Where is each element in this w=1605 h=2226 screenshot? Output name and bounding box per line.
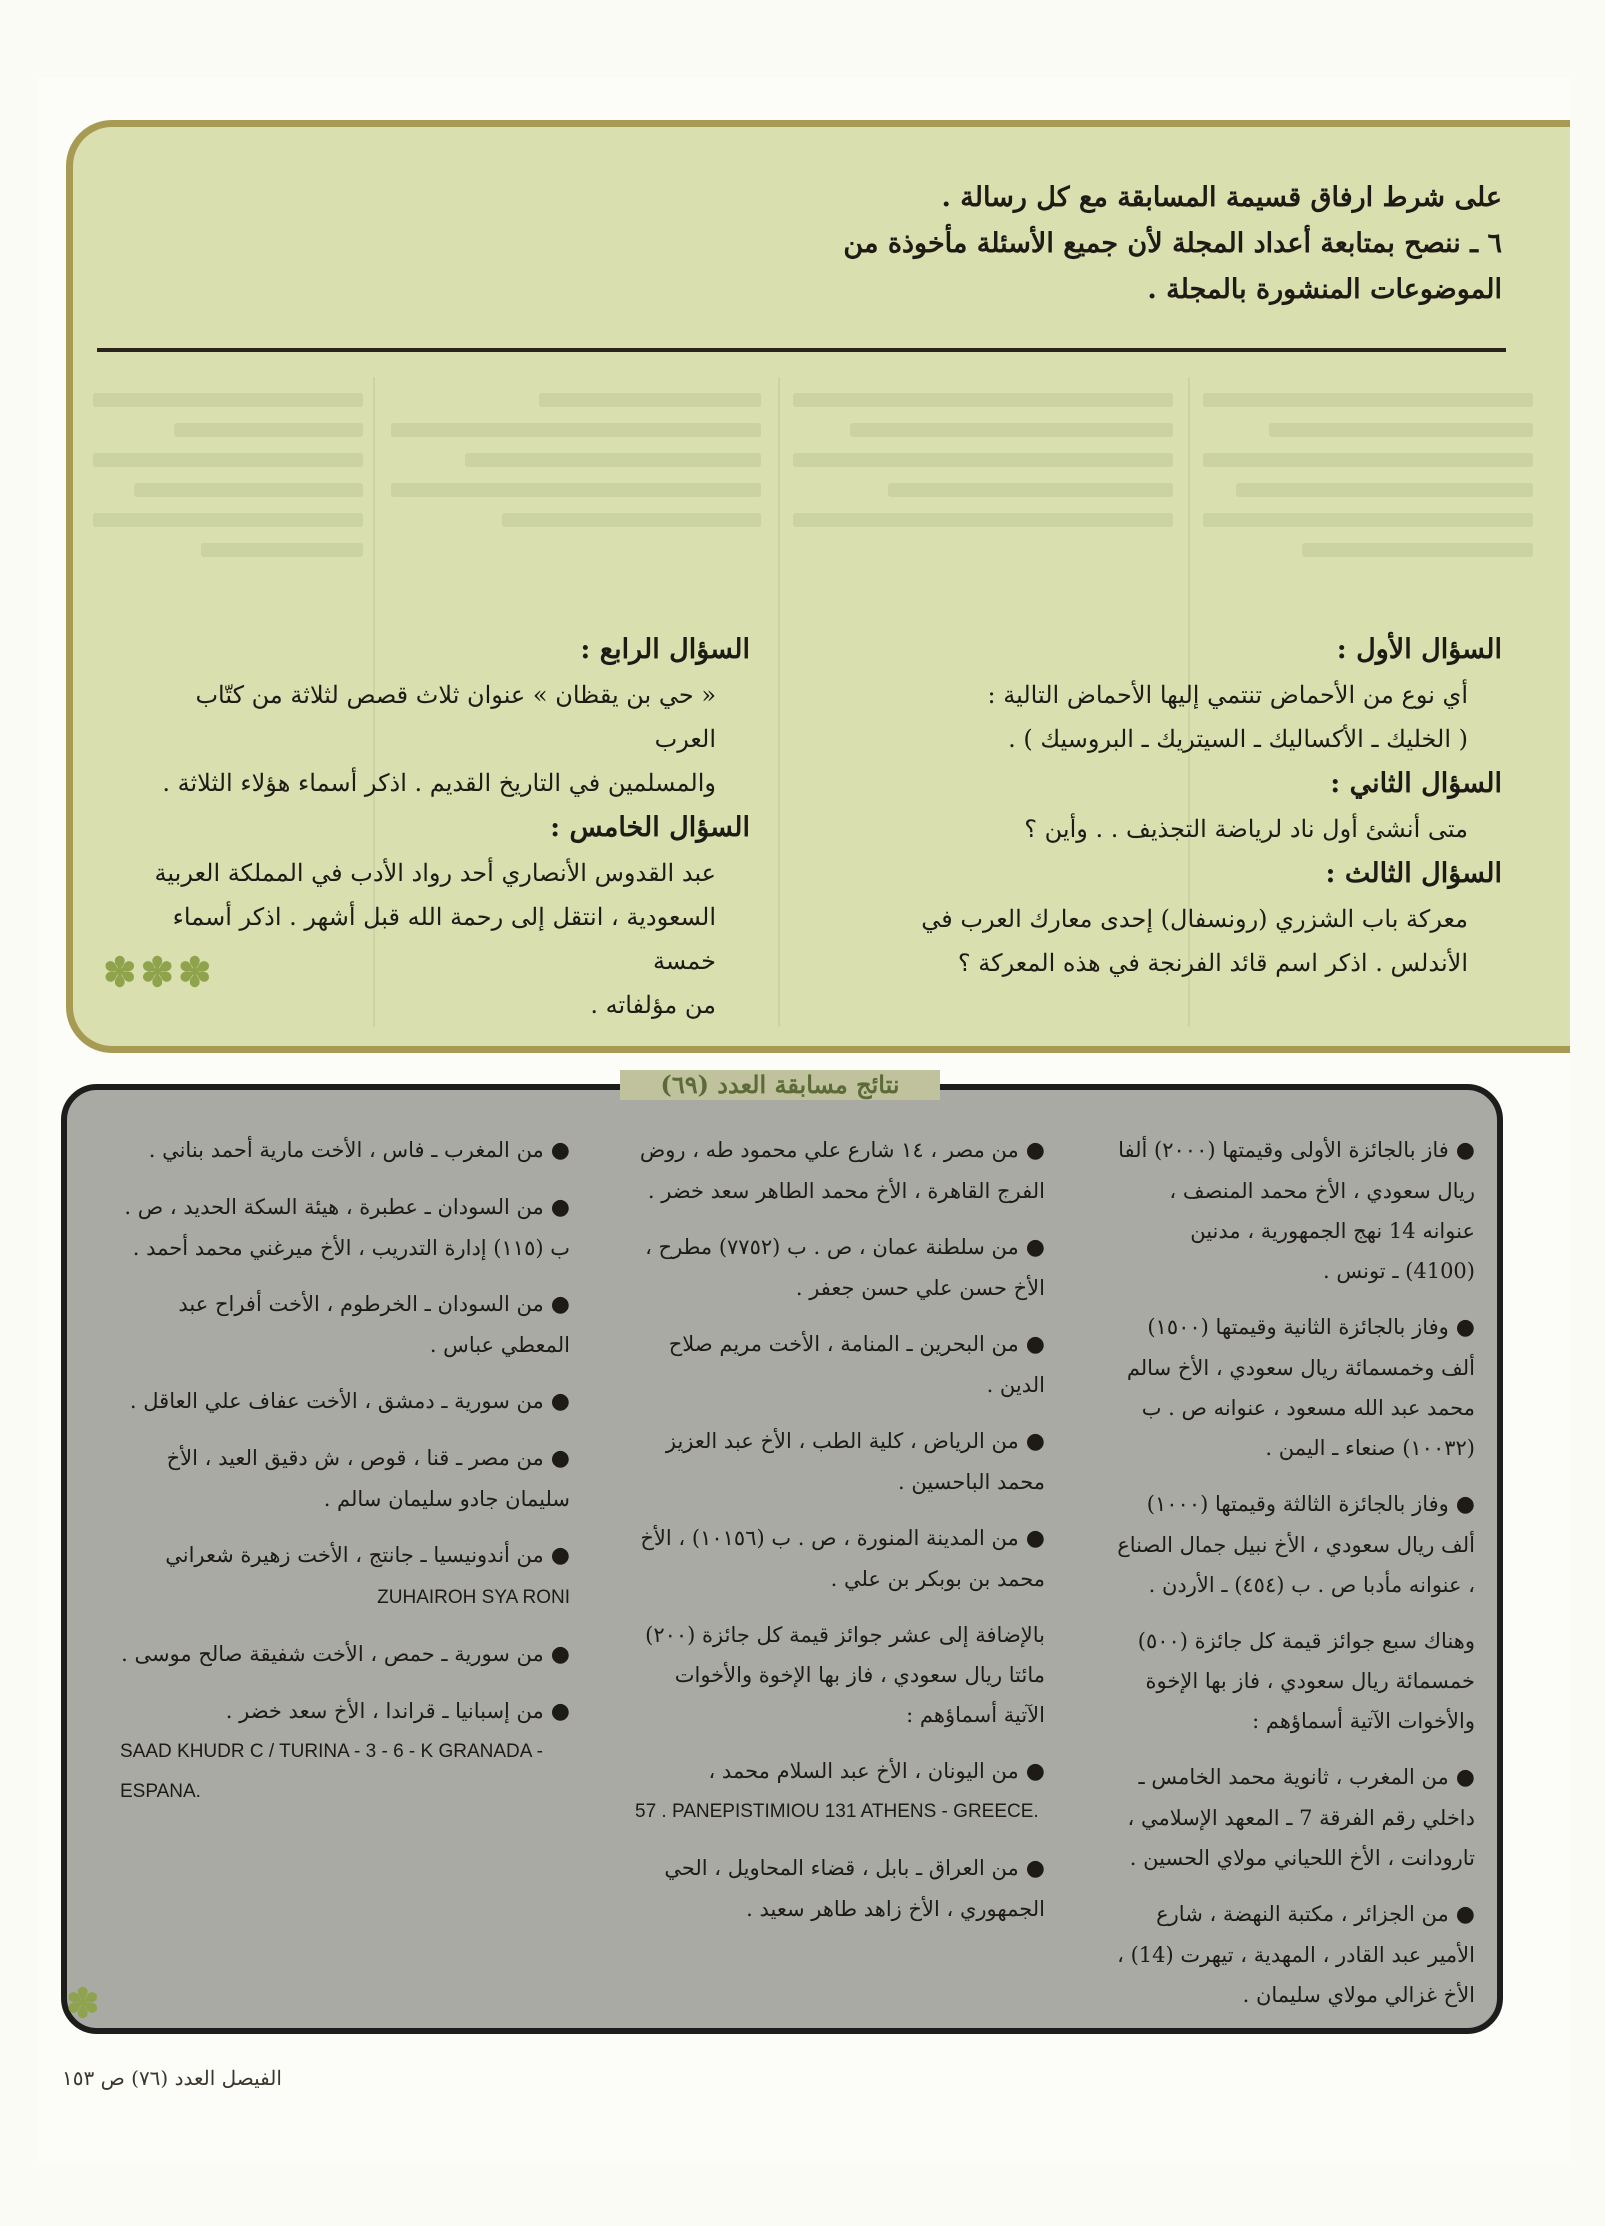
result-item: ● من مصر ـ قنا ، قوص ، ش دقيق العيد ، الأخ سليمان جادو سليمان سالم . <box>166 1446 570 1511</box>
result-item: ● فاز بالجائزة الأولى وقيمتها (٢٠٠٠) ألفا ريال سعودي ، الأخ محمد المنصف ، عنوانه 14 نهج الجمهورية ، مدنين (4100) ـ تونس . <box>1118 1138 1475 1283</box>
question-3-line: الأندلس . اذكر اسم قائد الفرنجة في هذه المعركة ؟ <box>957 949 1468 977</box>
result-item: ● من إسبانيا ـ قراندا ، الأخ سعد خضر . SAAD KHUDR C / TURINA - 3 - 6 - K GRANADA - ESPANA. <box>120 1691 570 1812</box>
rule-line: ٦ ـ ننصح بمتابعة أعداد المجلة لأن جميع الأسئلة مأخوذة من <box>843 228 1502 259</box>
result-item: ● من الجزائر ، مكتبة النهضة ، شارع الأمير عبد القادر ، المهدية ، تيهرت (14) ، الأخ غزالي مولاي سليمان . <box>1117 1902 1475 2007</box>
question-5-line: عبد القدوس الأنصاري أحد رواد الأدب في المملكة العربية <box>154 859 716 887</box>
question-5-line: من مؤلفاته . <box>590 991 716 1019</box>
result-item: وهناك سبع جوائز قيمة كل جائزة (٥٠٠) خمسمائة ريال سعودي ، فاز بها الإخوة والأخوات الآتية أسماؤهم : <box>1137 1629 1475 1733</box>
result-item: ● من السودان ـ الخرطوم ، الأخت أفراح عبد المعطي عباس . <box>178 1292 570 1357</box>
result-item: ● من سورية ـ حمص ، الأخت شفيقة صالح موسى . <box>121 1642 570 1667</box>
result-item: ● من أندونيسيا ـ جانتج ، الأخت زهيرة شعراني ZUHAIROH SYA RONI <box>165 1543 570 1608</box>
question-5-line: السعودية ، انتقل إلى رحمة الله قبل أشهر . اذكر أسماء خمسة <box>172 903 716 975</box>
ghost-column-separator <box>778 377 780 1027</box>
result-item: ● من سلطنة عمان ، ص . ب (٧٧٥٢) مطرح ، الأخ حسن علي حسن جعفر . <box>645 1235 1045 1300</box>
questions-column-left <box>150 627 750 1027</box>
result-item: ● من مصر ، ١٤ شارع علي محمود طه ، روض الفرج القاهرة ، الأخ محمد الطاهر سعد خضر . <box>639 1138 1045 1203</box>
question-1-line: أي نوع من الأحماض تنتمي إليها الأحماض التالية : <box>987 681 1468 709</box>
questions-panel <box>66 120 1570 1053</box>
result-item: ● من المدينة المنورة ، ص . ب (١٠١٥٦) ، الأخ محمد بن بوبكر بن علي . <box>640 1526 1045 1591</box>
question-4-line: « حي بن يقظان » عنوان ثلاث قصص لثلاثة من كتّاب العرب <box>195 681 716 753</box>
result-item: ● من البحرين ـ المنامة ، الأخت مريم صلاح الدين . <box>668 1332 1045 1397</box>
decorative-stars: ✽✽✽ <box>103 949 216 996</box>
result-item: ● من العراق ـ بابل ، قضاء المحاويل ، الحي الجمهوري ، الأخ زاهد طاهر سعيد . <box>664 1856 1045 1921</box>
result-item: ● من سورية ـ دمشق ، الأخت عفاف علي العاقل . <box>129 1389 570 1414</box>
result-item: ● من السودان ـ عطبرة ، هيئة السكة الحديد ، ص . ب (١١٥) إدارة التدريب ، الأخ ميرغني محمد أحمد . <box>124 1195 570 1260</box>
results-heading: نتائج مسابقة العدد (٦٩) <box>620 1070 940 1100</box>
latin-address: SAAD KHUDR C / TURINA - 3 - 6 - K GRANADA - ESPANA. <box>120 1741 544 1802</box>
questions-column-right <box>862 627 1502 985</box>
result-item: ● من اليونان ، الأخ عبد السلام محمد ، 57 . PANEPISTIMIOU 131 ATHENS - GREECE. <box>635 1751 1045 1832</box>
rule-line: على شرط ارفاق قسيمة المسابقة مع كل رسالة . <box>941 182 1502 213</box>
question-5-title: السؤال الخامس : <box>550 812 750 843</box>
question-2-title: السؤال الثاني : <box>1330 768 1502 799</box>
results-column-3 <box>120 1130 570 1828</box>
results-column-1 <box>1115 1130 1475 2031</box>
result-item: ● من المغرب ـ فاس ، الأخت مارية أحمد بناني . <box>148 1138 570 1163</box>
question-3-line: معركة باب الشزري (رونسفال) إحدى معارك العرب في <box>921 905 1468 933</box>
result-item: ● من المغرب ، ثانوية محمد الخامس ـ داخلي رقم الفرقة 7 ـ المعهد الإسلامي ، تارودانت ، الأخ اللحياني مولاي الحسين . <box>1127 1765 1475 1870</box>
decorative-star: ✽ <box>66 1980 100 2027</box>
result-item: ● وفاز بالجائزة الثالثة وقيمتها (١٠٠٠) ألف ريال سعودي ، الأخ نبيل جمال الصناع ، عنوانه مأدبا ص . ب (٤٥٤) ـ الأردن . <box>1117 1492 1475 1597</box>
question-4-line: والمسلمين في التاريخ القديم . اذكر أسماء هؤلاء الثلاثة . <box>162 769 716 797</box>
question-4-title: السؤال الرابع : <box>580 634 750 665</box>
question-2-line: متى أنشئ أول ناد لرياضة التجذيف . . وأين ؟ <box>1024 815 1468 843</box>
question-1-title: السؤال الأول : <box>1336 634 1502 665</box>
results-column-2 <box>635 1130 1045 1945</box>
question-1-line: ( الخليك ـ الأكساليك ـ السيتريك ـ البروسيك ) . <box>1008 725 1468 753</box>
result-item: ● من الرياض ، كلية الطب ، الأخ عبد العزيز محمد الباحسين . <box>665 1429 1045 1494</box>
latin-address: 57 . PANEPISTIMIOU 131 ATHENS - GREECE. <box>635 1801 1039 1822</box>
page-footer: الفيصل العدد (٧٦) ص ١٥٣ <box>62 2066 282 2090</box>
result-item: بالإضافة إلى عشر جوائز قيمة كل جائزة (٢٠٠) مائتا ريال سعودي ، فاز بها الإخوة والأخوات الآتية أسماؤهم : <box>645 1623 1045 1727</box>
question-3-title: السؤال الثالث : <box>1325 858 1502 889</box>
latin-name: ZUHAIROH SYA RONI <box>377 1587 570 1608</box>
rules-text <box>602 175 1502 313</box>
result-item: ● وفاز بالجائزة الثانية وقيمتها (١٥٠٠) ألف وخمسمائة ريال سعودي ، الأخ سالم محمد عبد الله مسعود ، عنوانه ص . ب (١٠٠٣٢) صنعاء ـ اليمن . <box>1126 1315 1475 1460</box>
divider-line <box>97 348 1506 352</box>
rule-line: الموضوعات المنشورة بالمجلة . <box>1147 274 1502 305</box>
